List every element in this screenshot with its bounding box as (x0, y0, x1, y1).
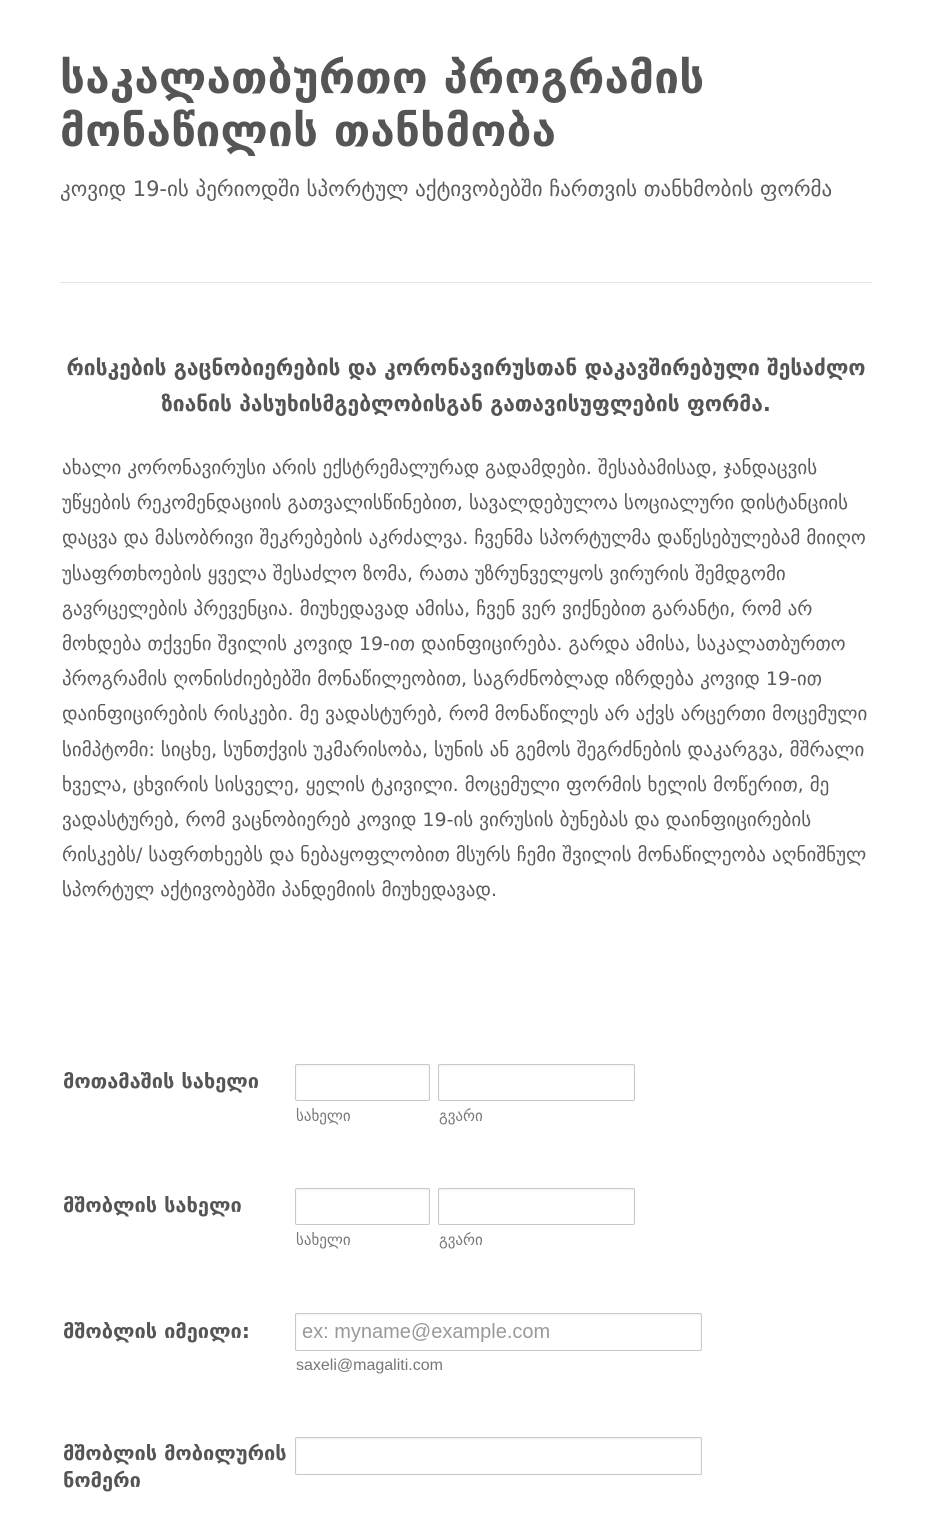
section-heading: რისკების გაცნობიერების და კორონავირუსთან დაკავშირებული შესაძლო ზიანის პასუხისმგებლობისგან გათავისუფლების ფორმა. (66, 356, 866, 416)
consent-body-text: ახალი კორონავირუსი არის ექსტრემალურად გადამდები. შესაბამისად, ჯანდაცვის უწყების რეკომენდაციის გათვალისწინებით, სავალდებულოა სოციალური დისტანციის დაცვა და მასობრივი შეკრებების აკრძალვა. ჩვენმა სპორტულმა დაწესებულებამ მიიღო უსაფრთხოების ყველა შესაძლო ზომა, რათა უზრუნველყოს ვირურის შემდგომი გავრცელების პრევენცია. მიუხედავად ამისა, ჩვენ ვერ ვიქნებით გარანტი, რომ არ მოხდება თქვენი შვილის კოვიდ 19-ით დაინფიცირება. გარდა ამისა, საკალათბურთო პროგრამის ღონისძიებებში მონაწილეობით, საგრძნობლად იზრდება კოვიდ 19-ით დაინფიცირების რისკები. მე ვადასტურებ, რომ მონაწილეს არ აქვს არცერთი მოცემული სიმპტომი: სიცხე, სუნთქვის უკმარისობა, სუნის ან გემოს შეგრძნების დაკარგვა, მშრალი ხველა, ცხვირის სისველე, ყელის ტკივილი. მოცემული ფორმის ხელის მოწერით, მე ვადასტურებ, რომ ვაცნობიერებ კოვიდ 19-ის ვირუსის ბუნებას და დაინფიცირების რისკებს/ საფრთხეებს და ნებაყოფლობით მსურს ჩემი შვილის მონაწილეობა აღნიშნულ სპორტულ აქტივობებში პანდემიის მიუხედავად. (62, 457, 868, 902)
parent-first-name-input[interactable] (295, 1188, 430, 1225)
player-first-name-input[interactable] (295, 1064, 430, 1101)
header-divider (60, 282, 872, 283)
parent-email-sublabel: saxeli@magaliti.com (296, 1357, 443, 1374)
parent-last-name-input[interactable] (438, 1188, 635, 1225)
parent-first-name-sublabel: სახელი (296, 1231, 351, 1249)
form-subtitle: კოვიდ 19-ის პერიოდში სპორტულ აქტივობებში ჩართვის თანხმობის ფორმა (60, 177, 833, 201)
player-first-name-sublabel: სახელი (296, 1107, 351, 1125)
player-last-name-sublabel: გვარი (439, 1107, 483, 1125)
form-title: საკალათბურთო პროგრამის მონაწილის თანხმობა (60, 53, 705, 157)
player-last-name-input[interactable] (438, 1064, 635, 1101)
parent-phone-input[interactable] (295, 1437, 702, 1475)
parent-last-name-sublabel: გვარი (439, 1231, 483, 1249)
parent-phone-label: მშობლის მობილურის ნომერი (63, 1441, 287, 1492)
parent-name-label: მშობლის სახელი (63, 1193, 242, 1217)
parent-email-label: მშობლის იმეილი: (63, 1319, 250, 1343)
parent-email-input[interactable] (295, 1313, 702, 1351)
player-name-label: მოთამაშის სახელი (63, 1069, 260, 1093)
